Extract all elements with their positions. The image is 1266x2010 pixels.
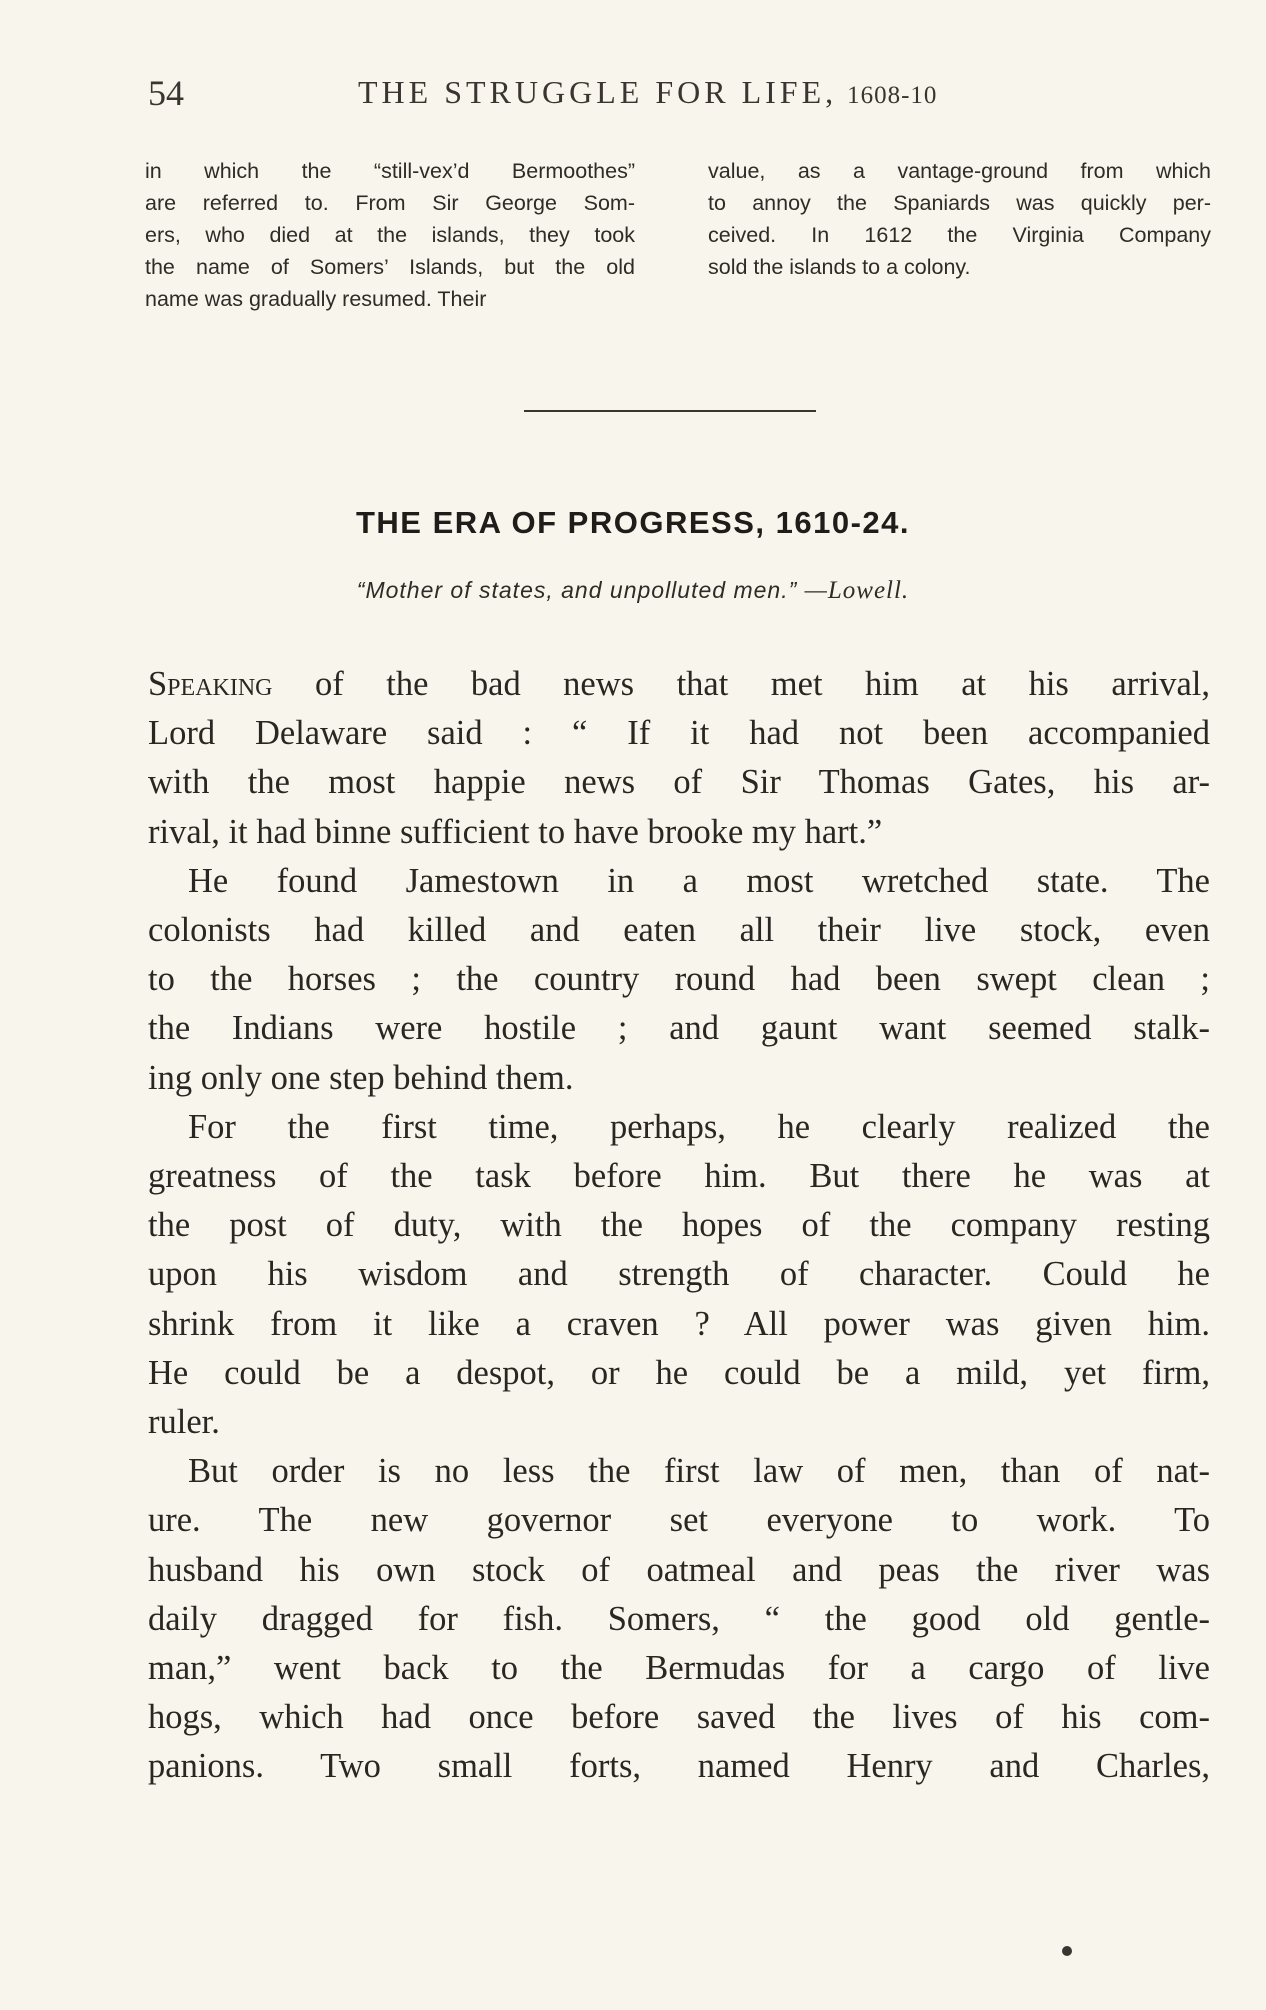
body-line: with the most happie news of Sir Thomas Gates, his ar- bbox=[148, 763, 1210, 802]
footnote-line: name was gradually resumed. Their bbox=[145, 287, 487, 311]
body-line: daily dragged for fish. Somers, “ the good old gentle- bbox=[148, 1599, 1210, 1638]
running-title bbox=[358, 74, 937, 111]
body-line: panions. Two small forts, named Henry and Charles, bbox=[148, 1747, 1210, 1786]
body-line: the post of duty, with the hopes of the company resting bbox=[148, 1206, 1210, 1245]
body-line: He found Jamestown in a most wretched state. The bbox=[188, 861, 1210, 900]
section-title: THE ERA OF PROGRESS, 1610-24. bbox=[355, 505, 910, 540]
page-number: 54 bbox=[148, 73, 184, 113]
body-line: For the first time, perhaps, he clearly realized the bbox=[188, 1107, 1210, 1146]
footnote-line: ceived. In 1612 the Virginia Company bbox=[708, 223, 1211, 247]
body-line: greatness of the task before him. But there he was at bbox=[148, 1157, 1210, 1196]
body-line: shrink from it like a craven ? All power was given him. bbox=[148, 1304, 1210, 1343]
running-title-text: THE STRUGGLE FOR LIFE, bbox=[358, 74, 838, 110]
body-line: ure. The new governor set everyone to work. To bbox=[148, 1501, 1210, 1540]
footnote-line: to annoy the Spaniards was quickly per- bbox=[708, 191, 1211, 215]
footnote-right-column bbox=[708, 155, 1211, 283]
section-divider bbox=[524, 410, 816, 412]
printer-mark bbox=[1062, 1946, 1072, 1956]
body-line: ing only one step behind them. bbox=[148, 1058, 574, 1097]
opening-word: Speaking bbox=[148, 665, 273, 703]
running-title-years: 1608-10 bbox=[847, 82, 938, 109]
body-line: the Indians were hostile ; and gaunt want seemed stalk- bbox=[148, 1009, 1210, 1048]
body-line: man,” went back to the Bermudas for a cargo of live bbox=[148, 1649, 1210, 1688]
body-line: hogs, which had once before saved the lives of his com- bbox=[148, 1698, 1210, 1737]
body-line bbox=[148, 660, 1210, 709]
body-line: rival, it had binne sufficient to have brooke my hart.” bbox=[148, 812, 883, 851]
body-text bbox=[148, 660, 1210, 1792]
body-line: ruler. bbox=[148, 1403, 220, 1442]
footnote-line: are referred to. From Sir George Som- bbox=[145, 191, 635, 215]
body-line: upon his wisdom and strength of character. Could he bbox=[148, 1255, 1210, 1294]
epigraph-author: —Lowell. bbox=[804, 577, 910, 604]
footnote-line: sold the islands to a colony. bbox=[708, 255, 971, 279]
footnote-left-column bbox=[145, 155, 635, 315]
footnote-line: in which the “still-vex’d Bermoothes” bbox=[145, 159, 635, 183]
body-line: husband his own stock of oatmeal and peas the river was bbox=[148, 1550, 1210, 1589]
body-line: But order is no less the first law of men, than of nat- bbox=[188, 1452, 1210, 1491]
epigraph bbox=[0, 577, 1266, 605]
page-header bbox=[148, 64, 1208, 114]
footnote-line: value, as a vantage-ground from which bbox=[708, 159, 1211, 183]
footnote-line: the name of Somers’ Islands, but the old bbox=[145, 255, 635, 279]
epigraph-quote: “Mother of states, and unpolluted men.” bbox=[356, 577, 798, 603]
body-line: to the horses ; the country round had been swept clean ; bbox=[148, 960, 1210, 999]
body-line: He could be a despot, or he could be a mild, yet firm, bbox=[148, 1353, 1210, 1392]
footnote-line: ers, who died at the islands, they took bbox=[145, 223, 635, 247]
body-line-text: of the bad news that met him at his arrival, bbox=[272, 665, 1210, 703]
body-line: Lord Delaware said : “ If it had not been accompanied bbox=[148, 714, 1210, 753]
body-line: colonists had killed and eaten all their live stock, even bbox=[148, 911, 1210, 950]
